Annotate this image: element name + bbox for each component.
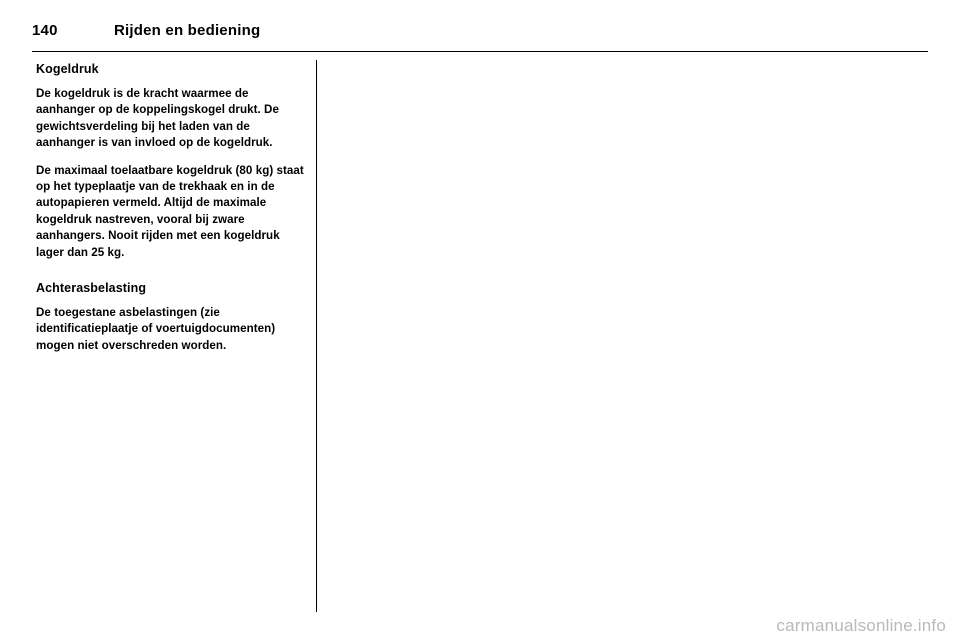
- chapter-title: Rijden en bediening: [114, 22, 261, 39]
- page-number: 140: [32, 22, 58, 39]
- section-heading-kogeldruk: Kogeldruk: [36, 62, 99, 76]
- header-rule: [32, 51, 928, 52]
- paragraph: De kogeldruk is de kracht waarmee de aanhanger op de koppelingskogel drukt. De gewichtsverdeling bij het laden van de aanhanger is van invloed op de kogeldruk.: [36, 87, 279, 150]
- column-divider: [316, 60, 317, 612]
- paragraph: De maximaal toelaatbare kogeldruk (80 kg) staat op het typeplaatje van de trekhaak en in de autopapieren vermeld. Altijd de maximale kogeldruk nastreven, vooral bij zware aanhangers. Nooit rijden met een kogeldruk lager dan 25 kg.: [36, 163, 304, 259]
- watermark: carmanualsonline.info: [776, 616, 946, 635]
- section-heading-achterasbelasting: Achterasbelasting: [36, 281, 147, 296]
- paragraph: De toegestane asbelastingen (zie identificatieplaatje of voertuigdocumenten) mogen niet overschreden worden.: [36, 306, 276, 352]
- page-header: [32, 22, 928, 52]
- column-one: [36, 62, 304, 354]
